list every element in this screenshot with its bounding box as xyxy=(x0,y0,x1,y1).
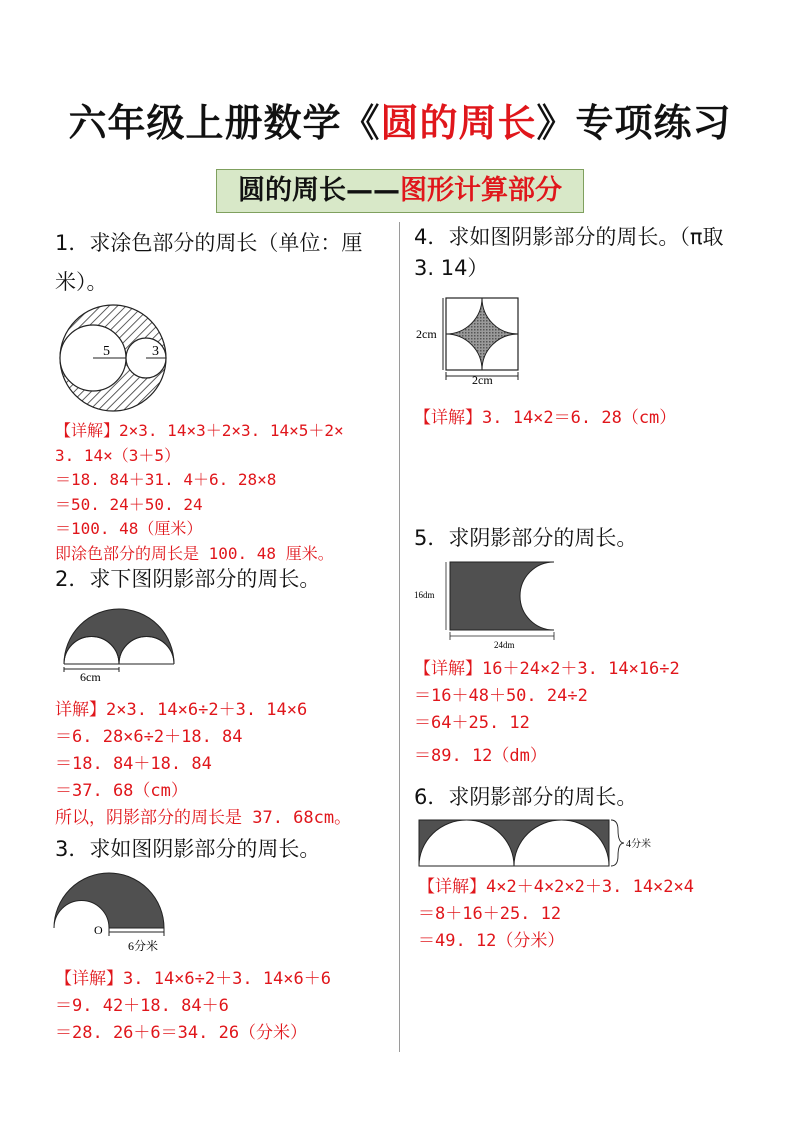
problem-2-figure xyxy=(64,610,184,685)
problem-1-answer: 【详解】2×3. 14×3＋2×3. 14×5＋2× 3. 14×（3＋5） ＝18. 84＋31. 4＋6. 28×8 ＝50. 24＋50. 24 ＝100. 48（厘米） 即涂色部分的周长是 100. 48 厘米。 xyxy=(55,421,344,563)
problem-3-figure xyxy=(54,866,179,962)
section-subtitle: 圆的周长——图形计算部分 xyxy=(216,169,584,213)
p4-label-side: 2cm xyxy=(416,327,437,341)
p3-label-length: 6分米 xyxy=(128,939,159,953)
p4-label-bottom: 2cm xyxy=(472,373,493,387)
p3-label-center: O xyxy=(94,923,103,937)
p5-label-height: 16dm xyxy=(414,590,435,600)
problem-4-question: 4．求如图阴影部分的周长。（π取 3. 14） xyxy=(414,225,724,280)
p2-label-6cm: 6cm xyxy=(80,670,101,684)
problem-5-answer: 【详解】16＋24×2＋3. 14×16÷2 ＝16＋48＋50. 24÷2 ＝64＋25. 12 ＝89. 12（dm） xyxy=(414,659,680,766)
problem-2-answer: 详解】2×3. 14×6÷2＋3. 14×6 ＝6. 28×6÷2＋18. 84 ＝18. 84＋18. 84 ＝37. 68（cm） 所以，阴影部分的周长是 37. 68cm。 xyxy=(55,700,352,828)
problem-1-question: 1．求涂色部分的周长（单位：厘 米）。 xyxy=(55,231,363,294)
problem-2-question: 2．求下图阴影部分的周长。 xyxy=(55,567,321,591)
problem-4-figure xyxy=(414,296,529,388)
p5-label-width: 24dm xyxy=(494,640,515,650)
problem-5-figure xyxy=(414,558,559,650)
p1-label-radius-5: 5 xyxy=(103,344,110,359)
page-title: 六年级上册数学《圆的周长》专项练习 xyxy=(68,101,732,145)
problem-3-answer: 【详解】3. 14×6÷2＋3. 14×6＋6 ＝9. 42＋18. 84＋6 ＝28. 26＋6＝34. 26（分米） xyxy=(55,969,331,1043)
problem-6-figure xyxy=(418,818,663,870)
problem-6-answer: 【详解】4×2＋4×2×2＋3. 14×2×4 ＝8＋16＋25. 12 ＝49. 12（分米） xyxy=(418,877,694,951)
problem-5-question: 5．求阴影部分的周长。 xyxy=(414,526,638,550)
problem-3-question: 3．求如图阴影部分的周长。 xyxy=(55,837,321,861)
problem-4-answer: 【详解】3. 14×2＝6. 28（cm） xyxy=(414,408,677,428)
p6-label-height: 4分米 xyxy=(626,839,651,850)
problem-6-question: 6．求阴影部分的周长。 xyxy=(414,785,638,809)
p1-label-radius-3: 3 xyxy=(152,344,159,359)
problem-1-figure xyxy=(55,300,175,415)
column-divider xyxy=(399,222,400,1052)
